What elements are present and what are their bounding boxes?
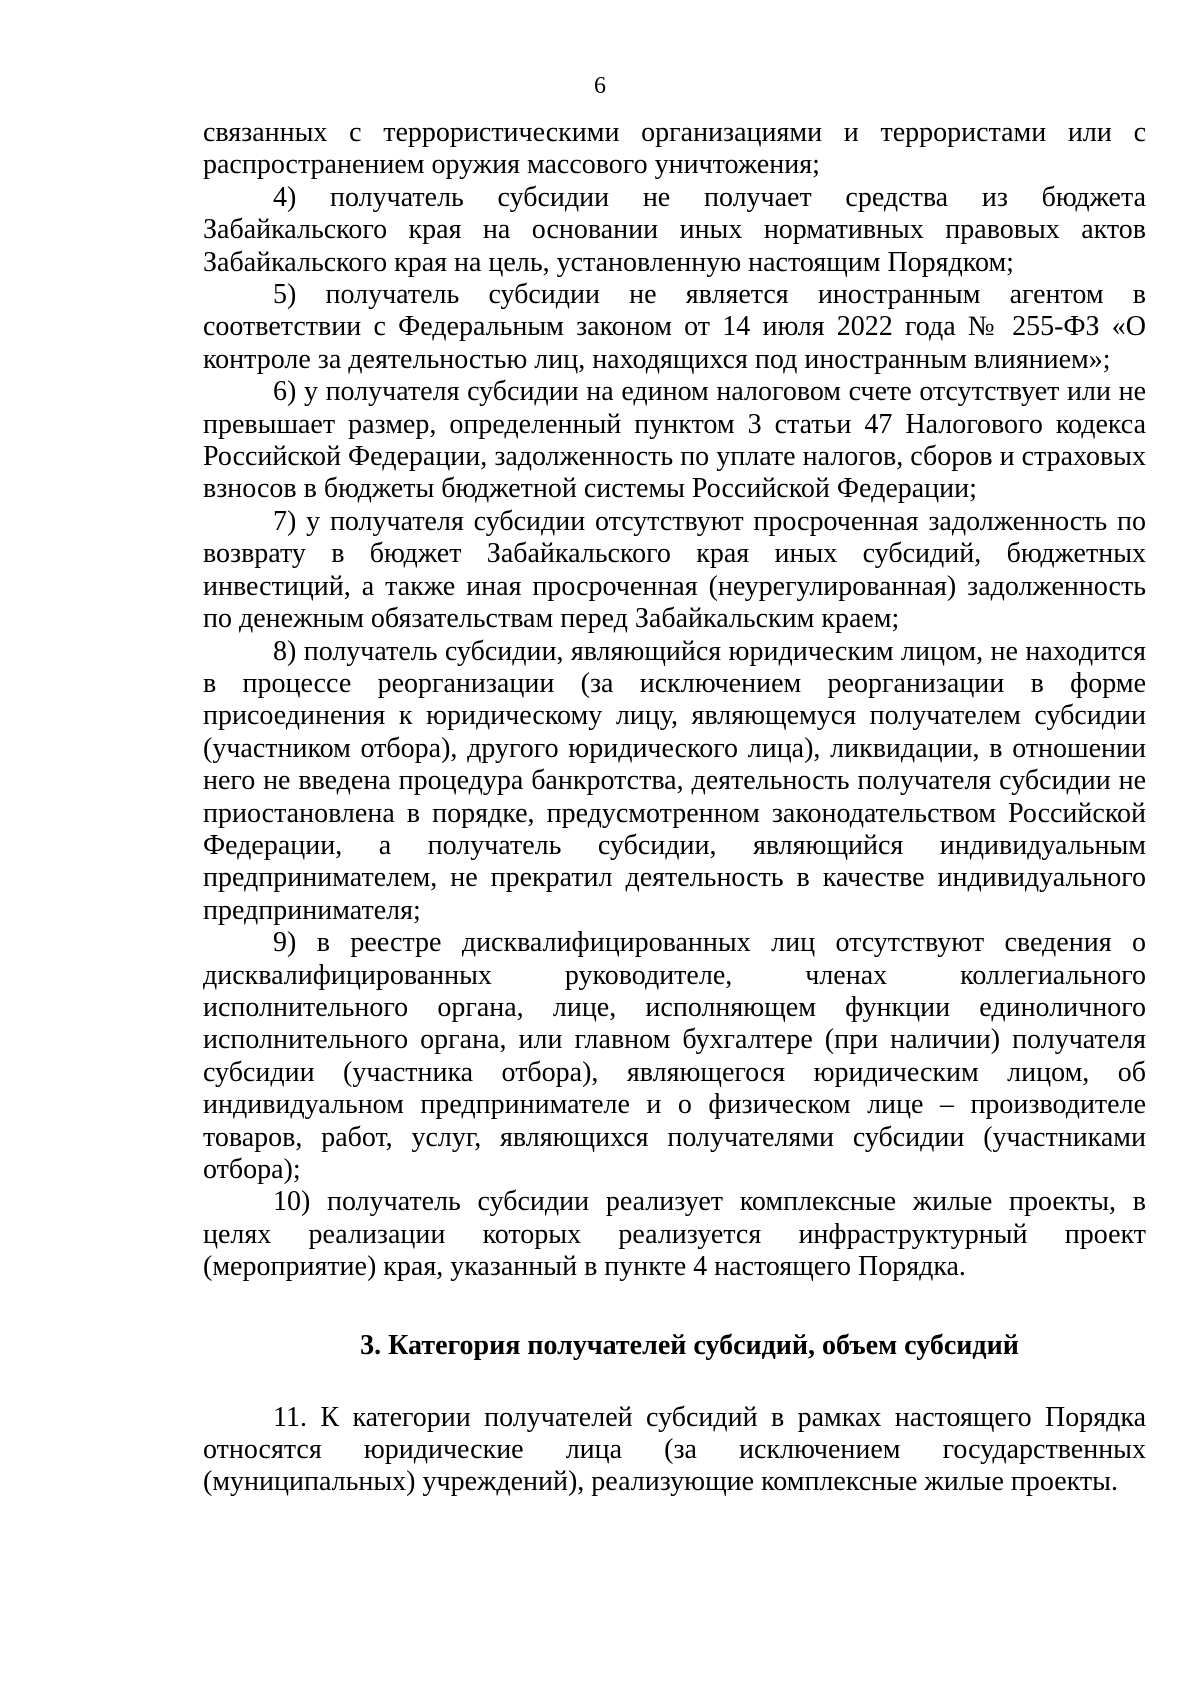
paragraph-continuation: связанных с террористическими организациями и террористами или с распространением оружия массового уничтожения; <box>203 117 1146 181</box>
document-body <box>203 117 1146 1499</box>
paragraph-item-8: 8) получатель субсидии, являющийся юридическим лицом, не находится в процессе реорганизации (за исключением реорганизации в форме присоединения к юридическому лицу, являющемуся получателем субсидии (участником отбора), другого юридического лица), ликвидации, в отношении него не введена процедура банкротства, деятельность получателя субсидии не приостановлена в порядке, предусмотренном законодательством Российской Федерации, а получатель субсидии, являющийся индивидуальным предпринимателем, не прекратил деятельность в качестве индивидуального предпринимателя; <box>203 635 1146 926</box>
paragraph-item-5: 5) получатель субсидии не является иностранным агентом в соответствии с Федеральным законом от 14 июля 2022 года № 255-ФЗ «О контроле за деятельностью лиц, находящихся под иностранным влиянием»; <box>203 279 1146 375</box>
paragraph-item-10: 10) получатель субсидии реализует комплексные жилые проекты, в целях реализации которых реализуется инфраструктурный проект (мероприятие) края, указанный в пункте 4 настоящего Порядка. <box>203 1186 1146 1283</box>
paragraph-item-6: 6) у получателя субсидии на едином налоговом счете отсутствует или не превышает размер, определенный пунктом 3 статьи 47 Налогового кодекса Российской Федерации, задолженность по уплате налогов, сборов и страховых взносов в бюджеты бюджетной системы Российской Федерации; <box>203 376 1146 505</box>
paragraph-item-9: 9) в реестре дисквалифицированных лиц отсутствуют сведения о дисквалифицированных руководителе, членах коллегиального исполнительного органа, лице, исполняющем функции единоличного исполнительного органа, или главном бухгалтере (при наличии) получателя субсидии (участника отбора), являющегося юридическим лицом, об индивидуальном предпринимателе и о физическом лице – производителе товаров, работ, услуг, являющихся получателями субсидии (участниками отбора); <box>203 927 1146 1185</box>
paragraph-item-11: 11. К категории получателей субсидий в рамках настоящего Порядка относятся юридические лица (за исключением государственных (муниципальных) учреждений), реализующие комплексные жилые проекты. <box>203 1401 1146 1498</box>
paragraph-item-7: 7) у получателя субсидии отсутствуют просроченная задолженность по возврату в бюджет Забайкальского края иных субсидий, бюджетных инвестиций, а также иная просроченная (неурегулированная) задолженность по денежным обязательствам перед Забайкальским краем; <box>203 505 1146 635</box>
page-number: 6 <box>594 73 606 99</box>
paragraph-item-4: 4) получатель субсидии не получает средства из бюджета Забайкальского края на основании иных нормативных правовых актов Забайкальского края на цель, установленную настоящим Порядком; <box>203 181 1146 278</box>
section-heading: 3. Категория получателей субсидий, объем субсидий <box>360 1329 1019 1361</box>
